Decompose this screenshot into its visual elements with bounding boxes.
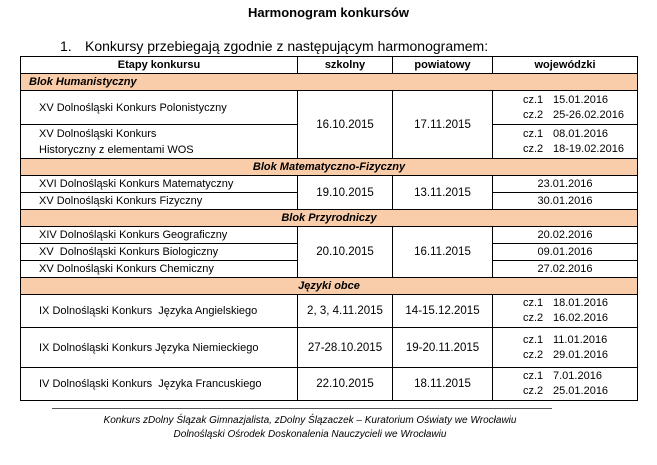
contest-name: XV Dolnośląski Konkurs Biologiczny <box>21 244 298 261</box>
list-number: 1. <box>60 38 72 54</box>
district-date: 16.11.2015 <box>393 227 493 278</box>
contest-name: XVI Dolnośląski Konkurs Matematyczny <box>21 176 298 193</box>
header-stage: Etapy konkursu <box>21 57 298 74</box>
header-school: szkolny <box>298 57 393 74</box>
school-date: 20.10.2015 <box>298 227 393 278</box>
school-date: 27-28.10.2015 <box>298 328 393 368</box>
voivodeship-dates: cz.1 11.01.2016 cz.2 29.01.2016 <box>493 328 638 368</box>
voivodeship-date: 20.02.2016 <box>493 227 638 244</box>
block-header-math: Blok Matematyczno-Fizyczny <box>21 159 638 176</box>
district-date: 13.11.2015 <box>393 176 493 210</box>
voivodeship-dates: cz.1 7.01.2016 cz.2 25.01.2016 <box>493 368 638 401</box>
school-date: 2, 3, 4.11.2015 <box>298 295 393 328</box>
voivodeship-dates: cz.1 18.01.2016 cz.2 16.02.2016 <box>493 295 638 328</box>
voivodeship-dates: cz.1 08.01.2016 cz.2 18-19.02.2016 <box>493 125 638 159</box>
intro-paragraph <box>60 38 488 54</box>
block-header-nature: Blok Przyrodniczy <box>21 210 638 227</box>
voivodeship-date: 30.01.2016 <box>493 193 638 210</box>
footer <box>0 414 620 442</box>
district-date: 14-15.12.2015 <box>393 295 493 328</box>
contest-name: XV Dolnośląski Konkurs Fizyczny <box>21 193 298 210</box>
school-date: 22.10.2015 <box>298 368 393 401</box>
table-header-row <box>21 57 638 74</box>
voivodeship-date: 27.02.2016 <box>493 261 638 278</box>
contest-name: IV Dolnośląski Konkurs Języka Francuskiego <box>21 368 298 401</box>
block-header-languages: Języki obce <box>21 278 638 295</box>
contest-name: XV Dolnośląski Konkurs Historyczny z elementami WOS <box>21 125 298 159</box>
footer-line-1: Konkurs zDolny Ślązak Gimnazjalista, zDolny Ślązaczek – Kuratorium Oświaty we Wrocławiu <box>103 415 517 426</box>
table-row <box>21 91 638 125</box>
schedule-table <box>20 56 638 401</box>
voivodeship-date: 23.01.2016 <box>493 176 638 193</box>
header-district: powiatowy <box>393 57 493 74</box>
voivodeship-dates: cz.1 15.01.2016 cz.2 25-26.02.2016 <box>493 91 638 125</box>
table-row <box>21 295 638 328</box>
header-voivodeship: wojewódzki <box>493 57 638 74</box>
table-row <box>21 368 638 401</box>
block-header-humanities: Blok Humanistyczny <box>21 74 638 91</box>
table-row <box>21 227 638 244</box>
district-date: 17.11.2015 <box>393 91 493 159</box>
contest-name: XV Dolnośląski Konkurs Polonistyczny <box>21 91 298 125</box>
school-date: 16.10.2015 <box>298 91 393 159</box>
contest-name: XIV Dolnośląski Konkurs Geograficzny <box>21 227 298 244</box>
footer-line-2: Dolnośląski Ośrodek Doskonalenia Nauczycieli we Wrocławiu <box>173 429 447 440</box>
contest-name: IX Dolnośląski Konkurs Języka Niemieckiego <box>21 328 298 368</box>
intro-text: Konkursy przebiegają zgodnie z następującym harmonogramem: <box>85 38 489 54</box>
table-row <box>21 328 638 368</box>
school-date: 19.10.2015 <box>298 176 393 210</box>
voivodeship-date: 09.01.2016 <box>493 244 638 261</box>
table-row <box>21 176 638 193</box>
contest-name: IX Dolnośląski Konkurs Języka Angielskiego <box>21 295 298 328</box>
district-date: 19-20.11.2015 <box>393 328 493 368</box>
district-date: 18.11.2015 <box>393 368 493 401</box>
footer-divider <box>52 408 552 409</box>
contest-name: XV Dolnośląski Konkurs Chemiczny <box>21 261 298 278</box>
document-title: Harmonogram konkursów <box>247 5 410 20</box>
